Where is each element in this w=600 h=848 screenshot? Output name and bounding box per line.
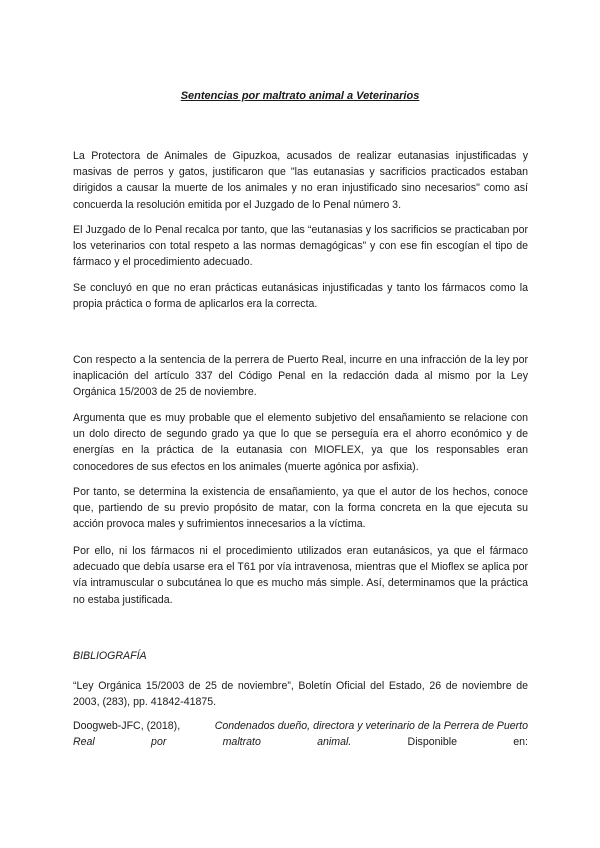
bibliography-entry-doogweb [73,718,528,750]
bibliography-heading: BIBLIOGRAFÍA [73,650,147,662]
paragraph-puerto-real: Con respecto a la sentencia de la perrera de Puerto Real, incurre en una infracción de la ley por inaplicación del artículo 337 del Código Penal en la redacción dada al mismo por la Ley Orgánica 15/2003 de 25 de noviembre. [73,354,528,399]
bibliography-entry-line2 [73,734,528,750]
paragraph-farmacos: Por ello, ni los fármacos ni el procedimiento utilizados eran eutanásicos, ya que el fármaco adecuado que debía usarse era el T61 por vía intravenosa, mientras que el Mioflex se aplica por vía intramuscular o subcutánea lo que es mucho más simple. Así, determinamos que la práctica no estaba justificada. [73,545,528,606]
ref-title-word: Real [73,736,95,749]
ref-title-word: por [151,736,167,749]
bibliography-entry-line1 [73,718,528,734]
ref-en: en: [513,736,528,749]
paragraph-argumenta: Argumenta que es muy probable que el elemento subjetivo del ensañamiento se relacione con un dolo directo de segundo grado ya que lo que se perseguía era el ahorro económico y de energías en la práctica de la eutanasia con MIOFLEX, ya que los responsables eran conocedores de sus efectos en los animales (muerte agónica por asfixia). [73,412,528,473]
ref-title-word: animal. [317,736,352,749]
bibliography-entry-ley: “Ley Orgánica 15/2003 de 25 de noviembre”, Boletín Oficial del Estado, 26 de noviembre de 2003, (283), pp. 41842-41875. [73,680,528,709]
document-title: Sentencias por maltrato animal a Veterinarios [180,90,420,102]
paragraph-juzgado: El Juzgado de lo Penal recalca por tanto, que las “eutanasias y los sacrificios se practicaban por los veterinarios con total respeto a las normas demagógicas” y con ese fin escogían el tipo de fármaco y el procedimiento adecuado. [73,224,528,269]
ref-author: Doogweb-JFC, (2018), [73,720,181,732]
paragraph-ensanamiento: Por tanto, se determina la existencia de ensañamiento, ya que el autor de los hechos, conoce que, partiendo de su previo propósito de matar, con la forma concreta en la que ejecuta su acción provoca males y sufrimientos innecesarios a la víctima. [73,486,528,531]
ref-title-word: maltrato [222,736,261,749]
paragraph-conclusion: Se concluyó en que no eran prácticas eutanásicas injustificadas y tanto los fármacos como la propia práctica o forma de aplicarlos era la correcta. [73,282,528,311]
ref-available: Disponible [407,736,458,749]
ref-title: Condenados dueño, directora y veterinario de la Perrera de Puerto [214,720,528,732]
paragraph-gipuzkoa: La Protectora de Animales de Gipuzkoa, acusados de realizar eutanasias injustificadas y masivas de perros y gatos, justificaron que "las eutanasias y sacrificios practicados estaban dirigidos a causar la muerte de los animales y no eran injustificado sino necesarios" como así concuerda la resolución emitida por el Juzgado de lo Penal número 3. [73,150,528,211]
